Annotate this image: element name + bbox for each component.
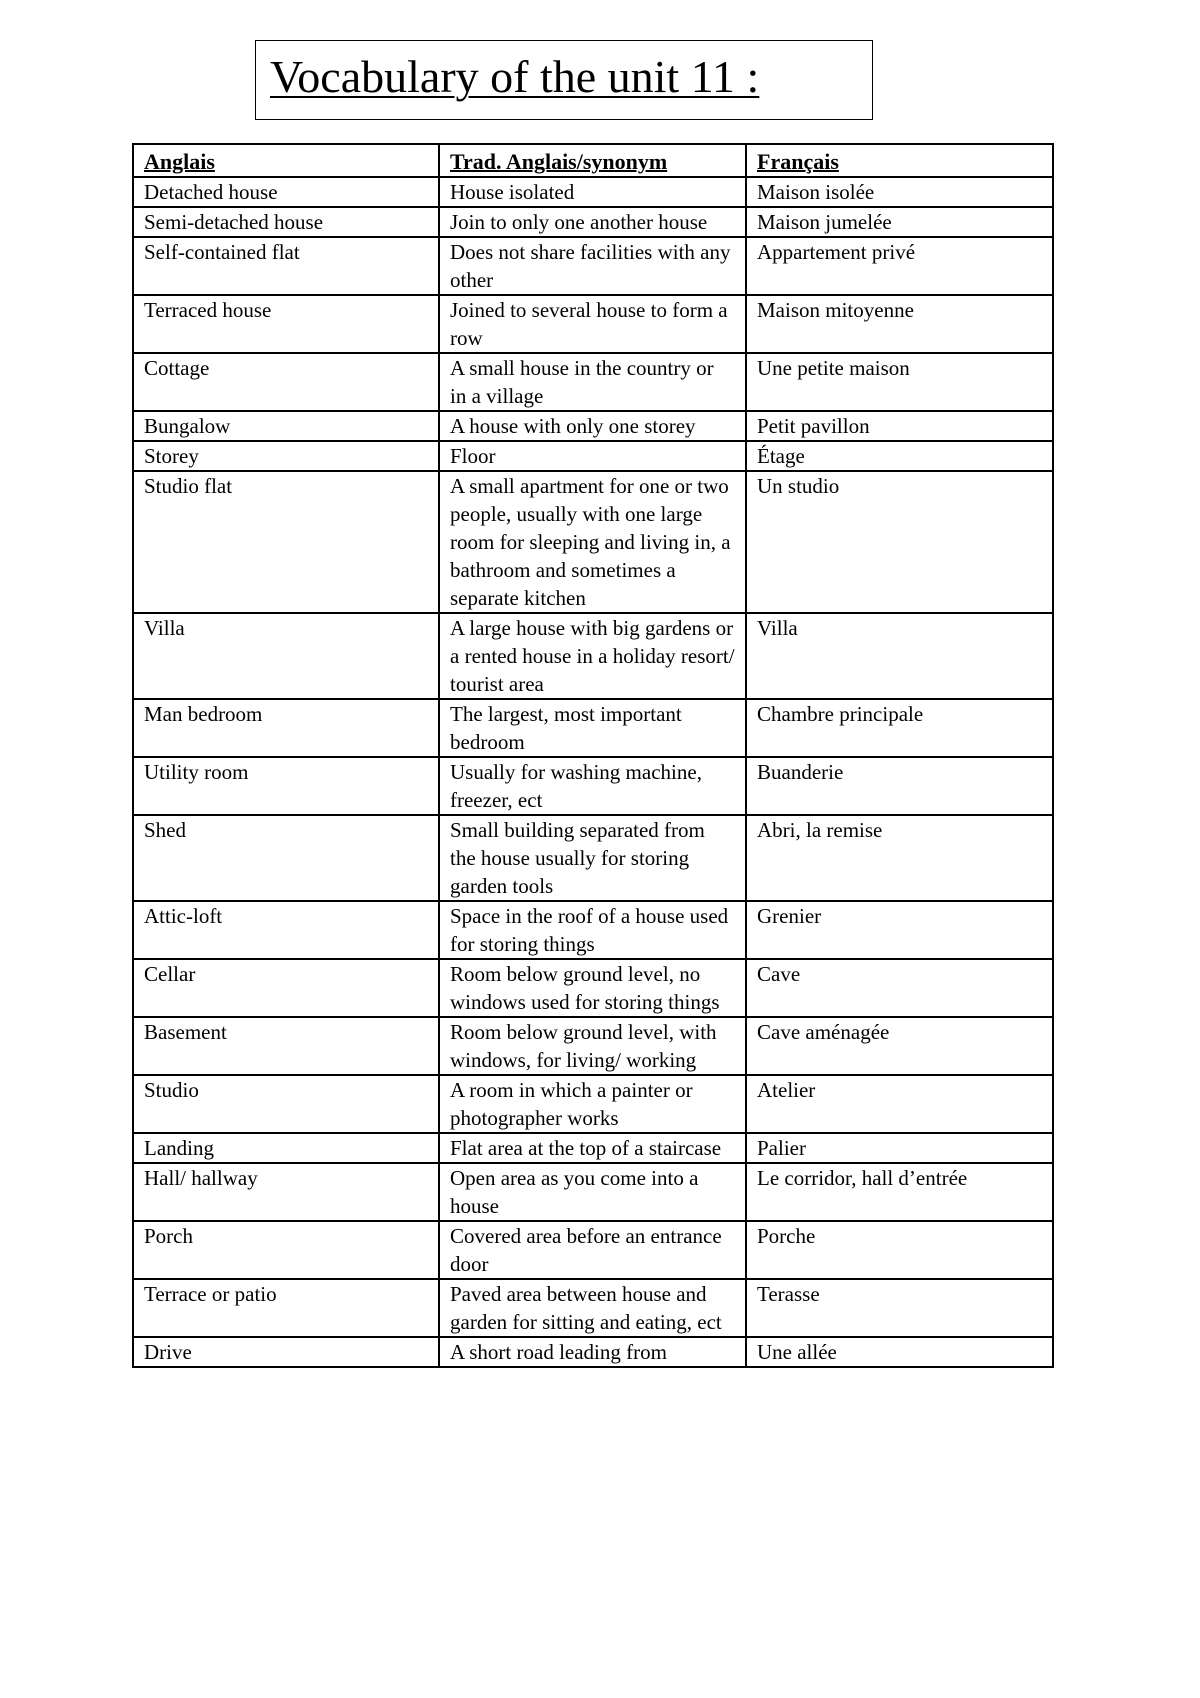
cell-francais: Petit pavillon [746,411,1053,441]
cell-francais: Appartement privé [746,237,1053,295]
table-row [133,1017,1053,1075]
cell-francais: Chambre principale [746,699,1053,757]
cell-synonym: Join to only one another house [439,207,746,237]
cell-anglais: Studio flat [133,471,439,613]
table-row [133,471,1053,613]
table-row [133,177,1053,207]
table-row [133,959,1053,1017]
cell-francais: Grenier [746,901,1053,959]
cell-synonym: Joined to several house to form a row [439,295,746,353]
cell-anglais: Studio [133,1075,439,1133]
cell-francais: Abri, la remise [746,815,1053,901]
cell-francais: Maison isolée [746,177,1053,207]
table-row [133,1221,1053,1279]
cell-francais: Une petite maison [746,353,1053,411]
cell-anglais: Hall/ hallway [133,1163,439,1221]
cell-anglais: Detached house [133,177,439,207]
cell-francais: Maison mitoyenne [746,295,1053,353]
cell-francais: Porche [746,1221,1053,1279]
cell-anglais: Cottage [133,353,439,411]
cell-francais: Terasse [746,1279,1053,1337]
cell-anglais: Utility room [133,757,439,815]
cell-anglais: Man bedroom [133,699,439,757]
cell-anglais: Villa [133,613,439,699]
cell-synonym: A large house with big gardens or a rented house in a holiday resort/ tourist area [439,613,746,699]
table-row [133,1075,1053,1133]
cell-francais: Étage [746,441,1053,471]
table-row [133,699,1053,757]
cell-anglais: Cellar [133,959,439,1017]
cell-synonym: Room below ground level, with windows, for living/ working [439,1017,746,1075]
cell-synonym: Flat area at the top of a staircase [439,1133,746,1163]
table-row [133,815,1053,901]
cell-synonym: Covered area before an entrance door [439,1221,746,1279]
table-row [133,411,1053,441]
table-header-row [133,144,1053,177]
table-row [133,1163,1053,1221]
cell-anglais: Porch [133,1221,439,1279]
cell-synonym: Open area as you come into a house [439,1163,746,1221]
cell-anglais: Terraced house [133,295,439,353]
table-row [133,1279,1053,1337]
cell-synonym: House isolated [439,177,746,207]
cell-anglais: Drive [133,1337,439,1367]
cell-synonym: Space in the roof of a house used for storing things [439,901,746,959]
table-row [133,901,1053,959]
column-header-anglais: Anglais [133,144,439,177]
cell-francais: Buanderie [746,757,1053,815]
cell-anglais: Bungalow [133,411,439,441]
cell-francais: Atelier [746,1075,1053,1133]
cell-anglais: Self-contained flat [133,237,439,295]
cell-francais: Villa [746,613,1053,699]
cell-synonym: Room below ground level, no windows used for storing things [439,959,746,1017]
cell-francais: Cave aménagée [746,1017,1053,1075]
table-row [133,295,1053,353]
table-row [133,353,1053,411]
page-title: Vocabulary of the unit 11 : [270,51,760,102]
cell-synonym: The largest, most important bedroom [439,699,746,757]
cell-anglais: Basement [133,1017,439,1075]
cell-francais: Un studio [746,471,1053,613]
cell-anglais: Semi-detached house [133,207,439,237]
cell-synonym: Does not share facilities with any other [439,237,746,295]
cell-synonym: A small house in the country or in a village [439,353,746,411]
table-row [133,1133,1053,1163]
column-header-synonym: Trad. Anglais/synonym [439,144,746,177]
cell-synonym: Floor [439,441,746,471]
table-row [133,441,1053,471]
cell-anglais: Storey [133,441,439,471]
cell-synonym: A small apartment for one or two people, usually with one large room for sleeping and living in, a bathroom and sometimes a separate kitchen [439,471,746,613]
cell-anglais: Shed [133,815,439,901]
table-row [133,613,1053,699]
cell-anglais: Landing [133,1133,439,1163]
cell-anglais: Terrace or patio [133,1279,439,1337]
table-row [133,1337,1053,1367]
table-body [133,177,1053,1367]
table-row [133,207,1053,237]
cell-synonym: A room in which a painter or photographer works [439,1075,746,1133]
cell-anglais: Attic-loft [133,901,439,959]
table-row [133,757,1053,815]
column-header-francais: Français [746,144,1053,177]
cell-francais: Le corridor, hall d’entrée [746,1163,1053,1221]
vocabulary-table [132,143,1054,1368]
table-row [133,237,1053,295]
cell-synonym: Usually for washing machine, freezer, ect [439,757,746,815]
cell-synonym: Small building separated from the house usually for storing garden tools [439,815,746,901]
cell-francais: Palier [746,1133,1053,1163]
cell-synonym: A short road leading from [439,1337,746,1367]
cell-francais: Cave [746,959,1053,1017]
cell-synonym: A house with only one storey [439,411,746,441]
cell-francais: Une allée [746,1337,1053,1367]
title-box [255,40,873,120]
cell-francais: Maison jumelée [746,207,1053,237]
cell-synonym: Paved area between house and garden for sitting and eating, ect [439,1279,746,1337]
